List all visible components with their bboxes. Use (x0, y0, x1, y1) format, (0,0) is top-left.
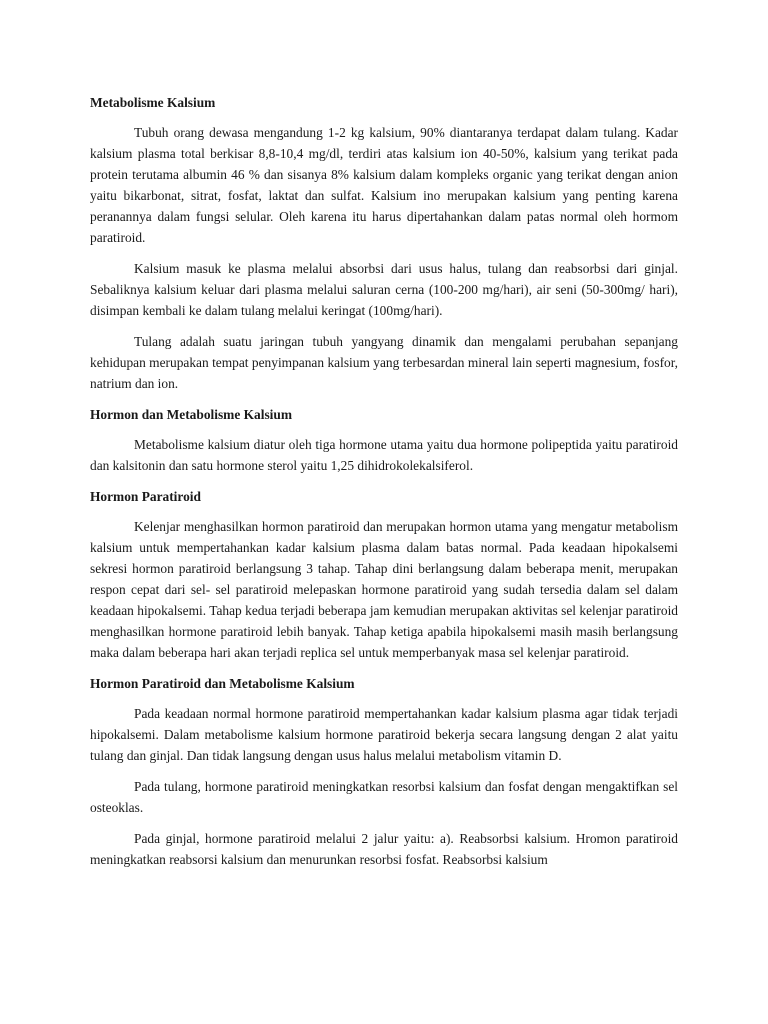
section-heading-hormon-paratiroid: Hormon Paratiroid (90, 489, 201, 504)
paragraph: Metabolisme kalsium diatur oleh tiga hormone utama yaitu dua hormone polipeptida yaitu paratiroid dan kalsitonin dan satu hormone sterol yaitu 1,25 dihidrokolekalsiferol. (90, 437, 678, 473)
section-heading-metabolisme-kalsium: Metabolisme Kalsium (90, 95, 216, 110)
section-heading-hormon-paratiroid-dan-metabolisme: Hormon Paratiroid dan Metabolisme Kalsium (90, 676, 355, 691)
document-page (90, 92, 678, 880)
paragraph: Pada keadaan normal hormone paratiroid mempertahankan kadar kalsium plasma agar tidak terjadi hipokalsemi. Dalam metabolisme kalsium hormone paratiroid bekerja secara langsung dengan 2 alat yaitu tulang dan ginjal. Dan tidak langsung dengan usus halus melalui metabolism vitamin D. (90, 706, 678, 763)
paragraph: Pada tulang, hormone paratiroid meningkatkan resorbsi kalsium dan fosfat dengan mengaktifkan sel osteoklas. (90, 779, 678, 815)
paragraph: Kalsium masuk ke plasma melalui absorbsi dari usus halus, tulang dan reabsorbsi dari ginjal. Sebaliknya kalsium keluar dari plasma melalui saluran cerna (100-200 mg/hari), air seni (50-300mg/ hari), disimpan kembali ke dalam tulang melalui keringat (100mg/hari). (90, 261, 678, 318)
paragraph: Pada ginjal, hormone paratiroid melalui 2 jalur yaitu: a). Reabsorbsi kalsium. Hromon paratiroid meningkatkan reabsorsi kalsium dan menurunkan resorbsi fosfat. Reabsorbsi kalsium (90, 831, 678, 867)
paragraph: Kelenjar menghasilkan hormon paratiroid dan merupakan hormon utama yang mengatur metabolism kalsium untuk mempertahankan kadar kalsium plasma dalam batas normal. Pada keadaan hipokalsemi sekresi hormon paratiroid berlangsung 3 tahap. Tahap dini berlangsung dalam beberapa menit, merupakan respon cepat dari sel- sel paratiroid melepaskan hormone paratiroid yang sudah tersedia dalam sel dalam keadaan hipokalsemi. Tahap kedua terjadi beberapa jam kemudian merupakan aktivitas sel kelenjar paratiroid menghasilkan hormone paratiroid lebih banyak. Tahap ketiga apabila hipokalsemi masih masih berlangsung maka dalam beberapa hari akan terjadi replica sel untuk memperbanyak masa sel kelenjar paratiroid. (90, 519, 678, 660)
paragraph: Tulang adalah suatu jaringan tubuh yangyang dinamik dan mengalami perubahan sepanjang kehidupan merupakan tempat penyimpanan kalsium yang terbesardan mineral lain seperti magnesium, fosfor, natrium dan ion. (90, 334, 678, 391)
section-heading-hormon-dan-metabolisme: Hormon dan Metabolisme Kalsium (90, 407, 292, 422)
paragraph: Tubuh orang dewasa mengandung 1-2 kg kalsium, 90% diantaranya terdapat dalam tulang. Kadar kalsium plasma total berkisar 8,8-10,4 mg/dl, terdiri atas kalsium ion 40-50%, kalsium yang terikat pada protein terutama albumin 46 % dan sisanya 8% kalsium dalam kompleks organic yang terikat dengan anion yaitu bikarbonat, sitrat, fosfat, laktat dan sulfat. Kalsium ino merupakan kalsium yang penting karena peranannya dalam fungsi selular. Oleh karena itu harus dipertahankan dalam patas normal oleh hormom paratiroid. (90, 125, 678, 245)
